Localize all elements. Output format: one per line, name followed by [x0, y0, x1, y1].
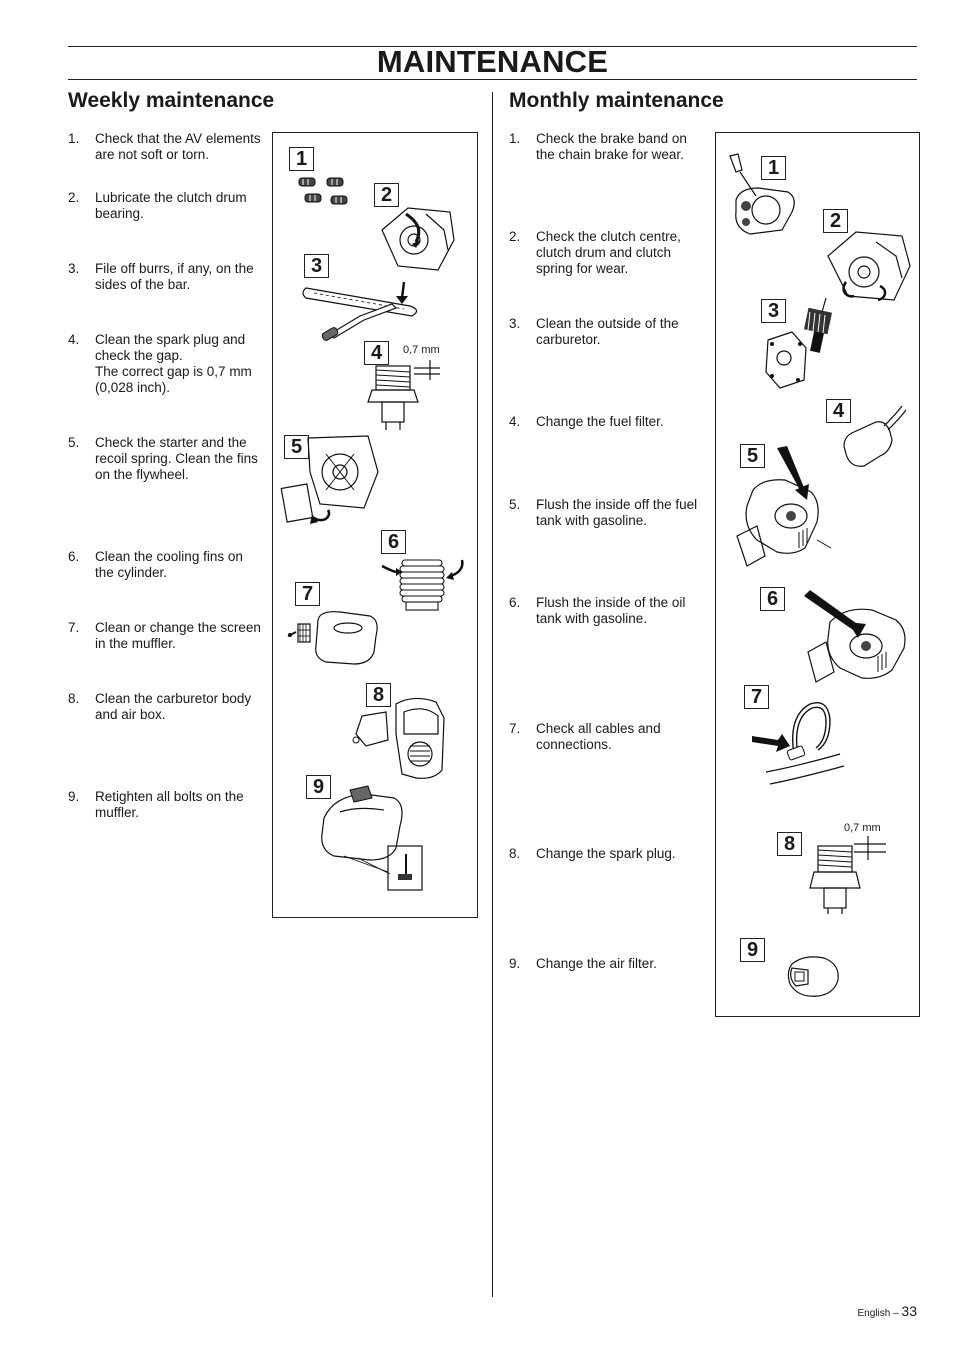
weekly-figure-number-3: 3 — [304, 254, 329, 278]
item-number: 8. — [509, 846, 521, 861]
item-text: File off burrs, if any, on the sides of the bar. — [95, 261, 254, 292]
item-number: 7. — [68, 620, 80, 635]
item-text: Check the clutch centre, clutch drum and clutch spring for wear. — [536, 229, 681, 276]
item-number: 4. — [509, 414, 521, 429]
item-text: Clean the carburetor body and air box. — [95, 691, 252, 722]
item-text: Check that the AV elements are not soft or torn. — [95, 131, 261, 162]
weekly-figure-number-6: 6 — [381, 530, 406, 554]
fuel-tank-flush-illustration — [733, 444, 833, 570]
weekly-figure-number-9: 9 — [306, 775, 331, 799]
carburetor-brush-illustration — [762, 296, 842, 390]
clutch-drum-illustration — [378, 200, 458, 275]
monthly-figure-number-5: 5 — [740, 444, 765, 468]
page-number: 33 — [901, 1303, 917, 1319]
item-text: Check the brake band on the chain brake for wear. — [536, 131, 687, 162]
item-number: 6. — [509, 595, 521, 610]
item-number: 1. — [509, 131, 521, 146]
muffler-bolts-illustration — [314, 786, 426, 892]
cylinder-fins-illustration — [380, 554, 466, 614]
monthly-figure-number-4: 4 — [826, 399, 851, 423]
monthly-figure-number-2: 2 — [823, 209, 848, 233]
item-text: Check the starter and the recoil spring. Clean the fins on the flywheel. — [95, 435, 258, 482]
item-number: 9. — [68, 789, 80, 804]
item-text: Clean the outside of the carburetor. — [536, 316, 679, 347]
weekly-gap-label: 0,7 mm — [403, 344, 440, 356]
muffler-screen-illustration — [284, 606, 384, 668]
item-number: 7. — [509, 721, 521, 736]
item-number: 8. — [68, 691, 80, 706]
item-text: Lubricate the clutch drum bearing. — [95, 190, 247, 221]
item-text: Flush the inside off the fuel tank with gasoline. — [536, 497, 698, 528]
item-number: 5. — [509, 497, 521, 512]
footer-language: English – — [857, 1308, 899, 1319]
weekly-heading: Weekly maintenance — [68, 89, 275, 112]
item-number: 2. — [68, 190, 80, 205]
monthly-figure-number-8: 8 — [777, 832, 802, 856]
weekly-figure-number-7: 7 — [295, 582, 320, 606]
item-text: Check all cables and connections. — [536, 721, 661, 752]
brake-band-illustration — [726, 150, 806, 240]
item-text: Clean or change the screen in the muffler. — [95, 620, 261, 651]
weekly-figure-number-4: 4 — [364, 341, 389, 365]
starter-flywheel-illustration — [280, 432, 380, 532]
item-text: Flush the inside of the oil tank with gasoline. — [536, 595, 686, 626]
spark-plug-illustration — [362, 360, 442, 430]
page-footer — [858, 1303, 918, 1319]
item-text: Retighten all bolts on the muffler. — [95, 789, 244, 820]
file-bar-illustration — [300, 276, 430, 341]
oil-tank-flush-illustration — [800, 586, 912, 686]
page-title: MAINTENANCE — [376, 44, 609, 79]
item-number: 4. — [68, 332, 80, 347]
monthly-figure-number-3: 3 — [761, 299, 786, 323]
monthly-figure-number-6: 6 — [760, 587, 785, 611]
item-number: 5. — [68, 435, 80, 450]
title-underline — [68, 79, 917, 80]
monthly-figure-number-1: 1 — [761, 156, 786, 180]
monthly-figure-number-7: 7 — [744, 685, 769, 709]
item-text: Change the air filter. — [536, 956, 657, 971]
weekly-figure-number-8: 8 — [366, 683, 391, 707]
item-text: Clean the spark plug and check the gap. The correct gap is 0,7 mm (0,028 inch). — [95, 332, 252, 395]
monthly-heading: Monthly maintenance — [509, 89, 724, 112]
item-text: Clean the cooling fins on the cylinder. — [95, 549, 243, 580]
av-elements-illustration — [295, 172, 355, 217]
fuel-filter-illustration — [840, 404, 906, 470]
item-number: 1. — [68, 131, 80, 146]
weekly-figure-number-5: 5 — [284, 435, 309, 459]
item-number: 3. — [68, 261, 80, 276]
item-text: Change the spark plug. — [536, 846, 676, 861]
item-number: 6. — [68, 549, 80, 564]
air-filter-illustration — [784, 950, 846, 1002]
item-number: 2. — [509, 229, 521, 244]
carburetor-airbox-illustration — [344, 694, 464, 784]
item-number: 3. — [509, 316, 521, 331]
weekly-figure-number-2: 2 — [374, 183, 399, 207]
cables-connections-illustration — [748, 692, 848, 792]
item-text: Change the fuel filter. — [536, 414, 664, 429]
clutch-centre-illustration — [826, 226, 912, 306]
column-divider — [492, 92, 493, 1297]
monthly-gap-label: 0,7 mm — [844, 822, 881, 834]
weekly-figure-number-1: 1 — [289, 147, 314, 171]
monthly-spark-plug-illustration — [806, 836, 890, 914]
item-number: 9. — [509, 956, 521, 971]
monthly-figure-number-9: 9 — [740, 938, 765, 962]
